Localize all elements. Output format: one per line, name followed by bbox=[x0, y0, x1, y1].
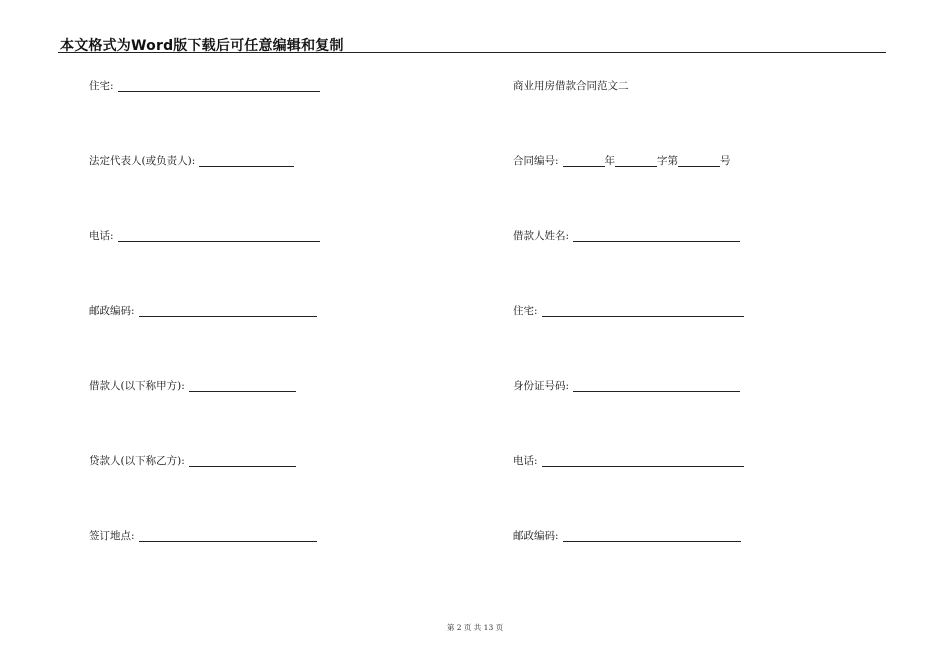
form-row-postcode bbox=[89, 303, 317, 319]
year-text: 年 bbox=[604, 155, 616, 167]
contract-title: 商业用房借款合同范文二 bbox=[513, 80, 629, 92]
form-row-postcode bbox=[513, 528, 741, 544]
fill-blank bbox=[118, 228, 320, 242]
form-row-borrower-name bbox=[513, 228, 740, 244]
form-label: 住宅: bbox=[89, 80, 114, 92]
form-row-signing-place bbox=[89, 528, 317, 544]
form-label: 邮政编码: bbox=[513, 530, 559, 542]
fill-blank bbox=[189, 453, 296, 467]
form-label: 邮政编码: bbox=[89, 305, 135, 317]
fill-blank bbox=[573, 228, 740, 242]
fill-blank bbox=[542, 453, 744, 467]
form-label: 贷款人(以下称乙方): bbox=[89, 455, 185, 467]
form-label: 借款人姓名: bbox=[513, 230, 570, 242]
fill-blank-hao bbox=[678, 153, 720, 167]
form-label: 身份证号码: bbox=[513, 380, 570, 392]
form-label: 电话: bbox=[513, 455, 538, 467]
form-label: 签订地点: bbox=[89, 530, 135, 542]
fill-blank bbox=[199, 153, 294, 167]
form-row-id-number bbox=[513, 378, 740, 394]
form-label: 借款人(以下称甲方): bbox=[89, 380, 185, 392]
fill-blank bbox=[118, 78, 320, 92]
form-row-phone bbox=[89, 228, 320, 244]
fill-blank-zi bbox=[615, 153, 657, 167]
form-row-residence bbox=[89, 78, 320, 94]
form-label: 法定代表人(或负责人): bbox=[89, 155, 196, 167]
fill-blank bbox=[189, 378, 296, 392]
hao-text: 号 bbox=[720, 155, 731, 167]
page-header-title: 本文格式为Word版下载后可任意编辑和复制 bbox=[60, 38, 344, 54]
zi-di-text: 字第 bbox=[657, 155, 679, 167]
form-row-phone bbox=[513, 453, 744, 469]
fill-blank bbox=[563, 528, 741, 542]
fill-blank bbox=[139, 303, 317, 317]
form-row-legal-representative bbox=[89, 153, 294, 169]
form-row-borrower-party-a bbox=[89, 378, 296, 394]
fill-blank bbox=[139, 528, 317, 542]
form-row-lender-party-b bbox=[89, 453, 296, 469]
fill-blank-year bbox=[563, 153, 605, 167]
form-label: 合同编号: bbox=[513, 155, 559, 167]
page-number-footer: 第 2 页 共 13 页 bbox=[446, 623, 504, 632]
form-row-contract-number bbox=[513, 153, 731, 169]
form-label: 住宅: bbox=[513, 305, 538, 317]
fill-blank bbox=[573, 378, 740, 392]
fill-blank bbox=[542, 303, 744, 317]
form-label: 电话: bbox=[89, 230, 114, 242]
header-divider bbox=[58, 52, 886, 53]
form-row-residence bbox=[513, 303, 744, 319]
